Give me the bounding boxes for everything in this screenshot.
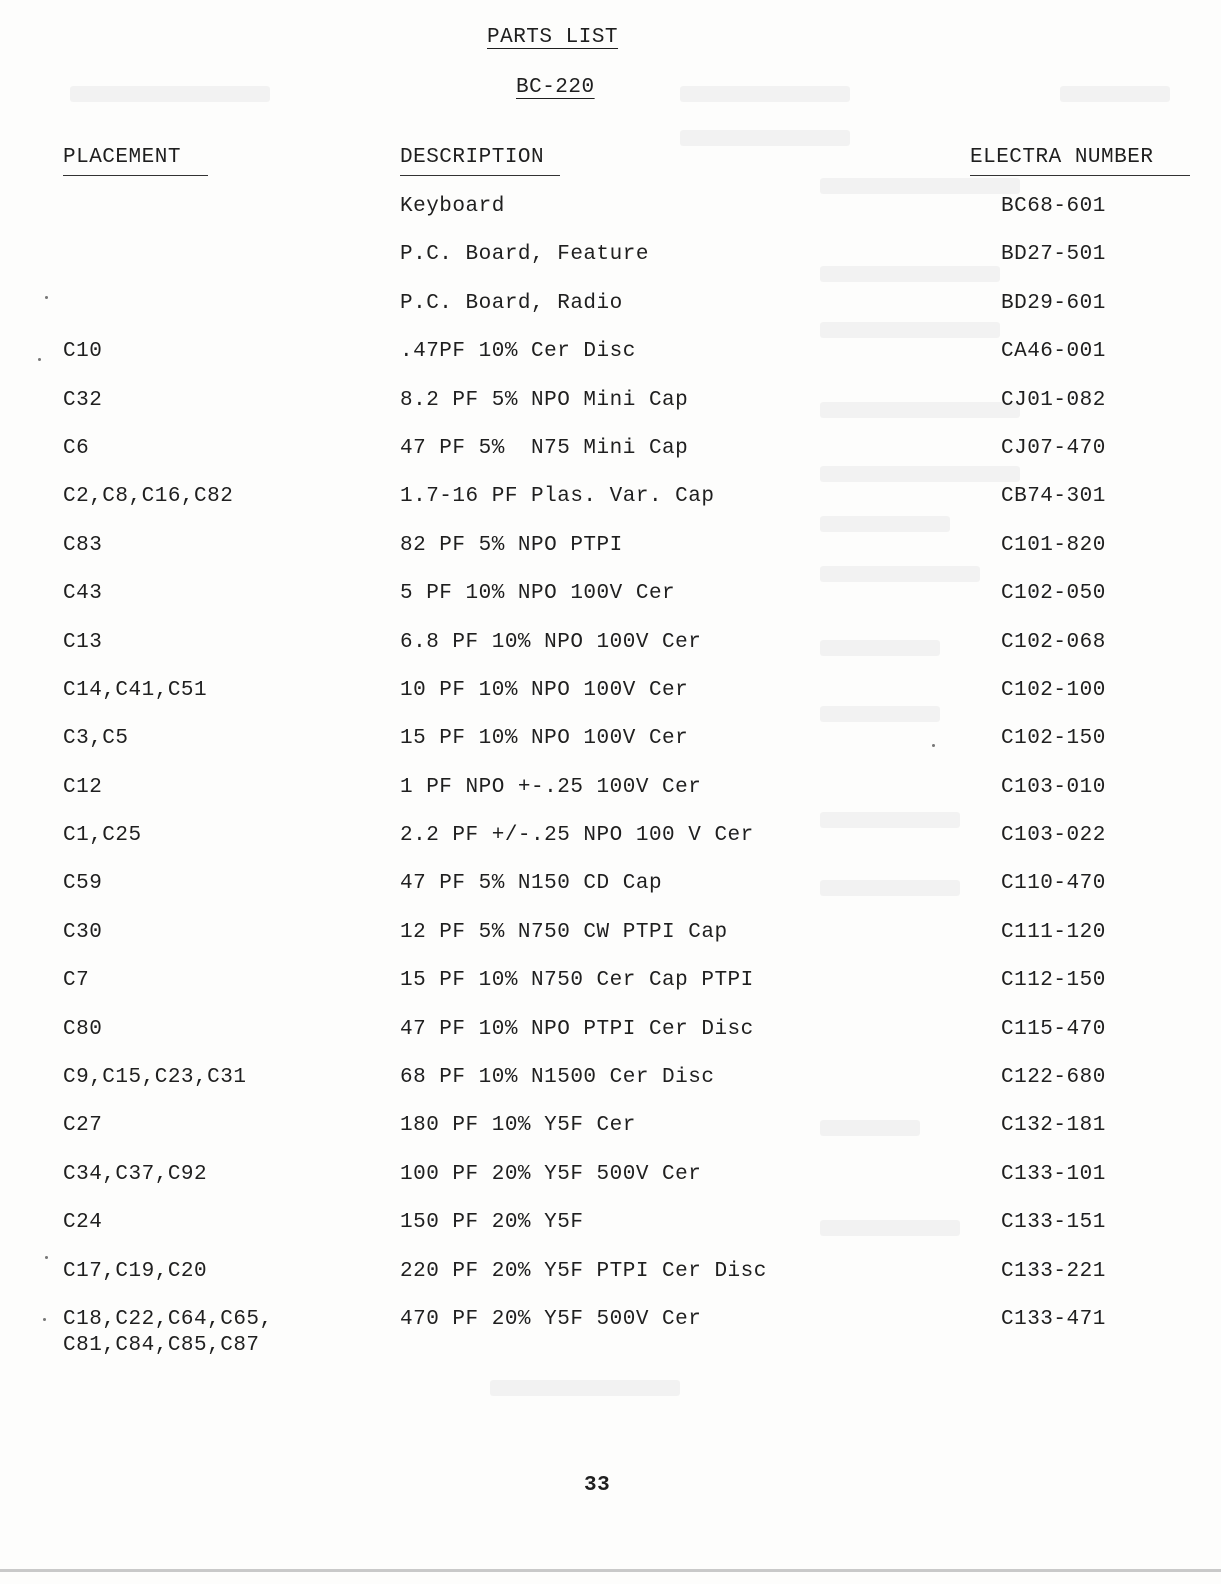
table-row bbox=[0, 920, 1221, 968]
electra-number-cell: CJ01-082 bbox=[1001, 388, 1106, 412]
placement-cell: C2,C8,C16,C82 bbox=[63, 485, 234, 509]
electra-number-cell: BD29-601 bbox=[1001, 291, 1106, 315]
placement-cell: C83 bbox=[63, 533, 103, 557]
description-cell: 15 PF 10% N750 Cer Cap PTPI bbox=[400, 969, 754, 993]
table-row bbox=[0, 630, 1221, 678]
description-cell: 15 PF 10% NPO 100V Cer bbox=[400, 727, 689, 751]
description-cell: 1.7-16 PF Plas. Var. Cap bbox=[400, 485, 715, 509]
document-title: PARTS LIST bbox=[487, 26, 619, 49]
electra-number-cell: CJ07-470 bbox=[1001, 436, 1106, 460]
scan-speck bbox=[45, 296, 48, 299]
description-cell: 150 PF 20% Y5F bbox=[400, 1211, 584, 1235]
placement-cell: C3,C5 bbox=[63, 727, 129, 751]
scan-speck bbox=[43, 1318, 46, 1321]
electra-number-cell: C133-471 bbox=[1001, 1307, 1106, 1331]
description-cell: 68 PF 10% N1500 Cer Disc bbox=[400, 1066, 715, 1090]
column-header-placement: PLACEMENT bbox=[63, 146, 208, 176]
placement-cell: C10 bbox=[63, 340, 103, 364]
placement-cell: C32 bbox=[63, 388, 103, 412]
table-row bbox=[0, 436, 1221, 484]
electra-number-cell: CA46-001 bbox=[1001, 340, 1106, 364]
description-cell: 100 PF 20% Y5F 500V Cer bbox=[400, 1162, 702, 1186]
description-cell: 10 PF 10% NPO 100V Cer bbox=[400, 678, 689, 702]
placement-cell: C1,C25 bbox=[63, 824, 142, 848]
electra-number-cell: C133-151 bbox=[1001, 1211, 1106, 1235]
placement-cell: C14,C41,C51 bbox=[63, 678, 208, 702]
table-row bbox=[0, 1259, 1221, 1307]
electra-number-cell: C101-820 bbox=[1001, 533, 1106, 557]
placement-cell: C80 bbox=[63, 1017, 103, 1041]
electra-number-cell: C133-101 bbox=[1001, 1162, 1106, 1186]
placement-cell: C7 bbox=[63, 969, 90, 993]
table-row bbox=[0, 1307, 1221, 1379]
scan-edge-line bbox=[0, 1569, 1221, 1572]
description-cell: 8.2 PF 5% NPO Mini Cap bbox=[400, 388, 689, 412]
electra-number-cell: C115-470 bbox=[1001, 1017, 1106, 1041]
scan-speck bbox=[932, 744, 935, 747]
electra-number-cell: C132-181 bbox=[1001, 1114, 1106, 1138]
table-row bbox=[0, 871, 1221, 919]
placement-cell: C13 bbox=[63, 630, 103, 654]
electra-number-cell: C122-680 bbox=[1001, 1066, 1106, 1090]
description-cell: 2.2 PF +/-.25 NPO 100 V Cer bbox=[400, 824, 754, 848]
electra-number-cell: C102-150 bbox=[1001, 727, 1106, 751]
column-header-description: DESCRIPTION bbox=[400, 146, 560, 176]
description-cell: P.C. Board, Feature bbox=[400, 243, 649, 267]
electra-number-cell: BD27-501 bbox=[1001, 243, 1106, 267]
electra-number-cell: C103-022 bbox=[1001, 824, 1106, 848]
table-row bbox=[0, 1162, 1221, 1210]
placement-cell: C59 bbox=[63, 872, 103, 896]
description-cell: P.C. Board, Radio bbox=[400, 291, 623, 315]
table-row bbox=[0, 581, 1221, 629]
parts-table bbox=[0, 194, 1221, 1379]
electra-number-cell: C103-010 bbox=[1001, 775, 1106, 799]
electra-number-cell: C112-150 bbox=[1001, 969, 1106, 993]
scan-speck bbox=[38, 358, 41, 361]
table-row bbox=[0, 533, 1221, 581]
placement-cell: C17,C19,C20 bbox=[63, 1259, 208, 1283]
table-row bbox=[0, 484, 1221, 532]
table-row bbox=[0, 968, 1221, 1016]
description-cell: 5 PF 10% NPO 100V Cer bbox=[400, 582, 676, 606]
table-row bbox=[0, 1065, 1221, 1113]
description-cell: 47 PF 5% N75 Mini Cap bbox=[400, 436, 689, 460]
electra-number-cell: C102-050 bbox=[1001, 582, 1106, 606]
placement-cell: C18,C22,C64,C65, C81,C84,C85,C87 bbox=[63, 1307, 273, 1357]
description-cell: 47 PF 5% N150 CD Cap bbox=[400, 872, 663, 896]
placement-cell: C34,C37,C92 bbox=[63, 1162, 208, 1186]
electra-number-cell: C111-120 bbox=[1001, 920, 1106, 944]
table-row bbox=[0, 823, 1221, 871]
description-cell: .47PF 10% Cer Disc bbox=[400, 340, 636, 364]
table-row bbox=[0, 291, 1221, 339]
table-row bbox=[0, 242, 1221, 290]
description-cell: 82 PF 5% NPO PTPI bbox=[400, 533, 623, 557]
placement-cell: C30 bbox=[63, 920, 103, 944]
placement-cell: C27 bbox=[63, 1114, 103, 1138]
model-number: BC-220 bbox=[516, 76, 595, 99]
electra-number-cell: C133-221 bbox=[1001, 1259, 1106, 1283]
scan-speck bbox=[45, 1256, 48, 1259]
table-row bbox=[0, 678, 1221, 726]
table-row bbox=[0, 1017, 1221, 1065]
description-cell: 12 PF 5% N750 CW PTPI Cap bbox=[400, 920, 728, 944]
table-row bbox=[0, 1210, 1221, 1258]
electra-number-cell: C102-068 bbox=[1001, 630, 1106, 654]
table-row bbox=[0, 388, 1221, 436]
electra-number-cell: BC68-601 bbox=[1001, 195, 1106, 218]
description-cell: 47 PF 10% NPO PTPI Cer Disc bbox=[400, 1017, 754, 1041]
description-cell: Keyboard bbox=[400, 195, 505, 218]
table-row bbox=[0, 194, 1221, 242]
description-cell: 470 PF 20% Y5F 500V Cer bbox=[400, 1307, 702, 1331]
table-row bbox=[0, 339, 1221, 387]
placement-cell: C43 bbox=[63, 582, 103, 606]
table-row bbox=[0, 1113, 1221, 1161]
electra-number-cell: C110-470 bbox=[1001, 872, 1106, 896]
placement-cell: C6 bbox=[63, 436, 90, 460]
electra-number-cell: CB74-301 bbox=[1001, 485, 1106, 509]
placement-cell: C24 bbox=[63, 1211, 103, 1235]
column-header-electra-number: ELECTRA NUMBER bbox=[970, 146, 1190, 176]
table-row bbox=[0, 726, 1221, 774]
placement-cell: C9,C15,C23,C31 bbox=[63, 1066, 247, 1090]
description-cell: 6.8 PF 10% NPO 100V Cer bbox=[400, 630, 702, 654]
table-row bbox=[0, 775, 1221, 823]
electra-number-cell: C102-100 bbox=[1001, 678, 1106, 702]
description-cell: 180 PF 10% Y5F Cer bbox=[400, 1114, 636, 1138]
placement-cell: C12 bbox=[63, 775, 103, 799]
description-cell: 1 PF NPO +-.25 100V Cer bbox=[400, 775, 702, 799]
description-cell: 220 PF 20% Y5F PTPI Cer Disc bbox=[400, 1259, 767, 1283]
page-number: 33 bbox=[584, 1474, 611, 1497]
